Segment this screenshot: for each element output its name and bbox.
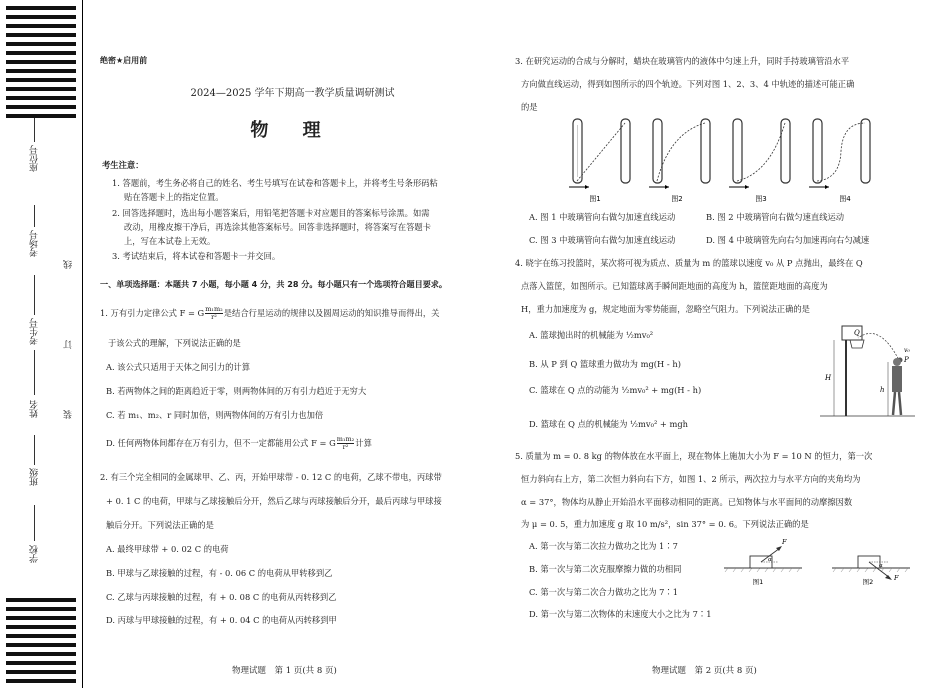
- q3-option-c: C. 图 3 中玻璃管向右做匀加速直线运动: [529, 235, 676, 245]
- q2-option-b: B. 甲球与乙球接触的过程，有 - 0. 06 C 的电荷从甲转移到乙: [106, 568, 333, 578]
- q5-fig2-F: F: [894, 574, 899, 582]
- binding-stripe: [6, 60, 76, 64]
- note-3: 3. 考试结束后，将本试卷和答题卡一并交回。: [112, 251, 281, 261]
- binding-stripe: [6, 78, 76, 82]
- section-1-heading: 一、单项选择题：本题共 7 小题，每小题 4 分，共 28 分。每小题只有一个选项符合题目要求。: [100, 279, 447, 289]
- q5-option-a: A. 第一次与第二次拉力做功之比为 1∶7: [529, 541, 678, 551]
- q2-stem-1: 2. 有三个完全相同的金属球甲、乙、丙，开始甲球带 - 0. 12 C 的电荷，乙球不带电，丙球带: [100, 472, 442, 482]
- q5-fig1-caption: 图1: [752, 578, 764, 586]
- note-2a: 2. 回答选择题时，选出每小题答案后，用铅笔把答题卡对应题目的答案标号涂黑。如需: [112, 208, 430, 218]
- q1-option-d-b: 计算: [355, 438, 372, 449]
- q2-option-a: A. 最终甲球带 + 0. 02 C 的电荷: [106, 544, 229, 554]
- class-line: [34, 435, 35, 465]
- binding-stripe: [6, 24, 76, 28]
- q5-option-b: B. 第一次与第二次克服摩擦力做的功相同: [529, 564, 682, 574]
- q3-fig-4: [809, 119, 870, 189]
- binding-strip: [0, 0, 82, 688]
- q1-frac-num: m₁m₂: [205, 305, 223, 313]
- q5-stem-2: 恒力斜向右上方，第二次恒力斜向右下方，如图 1、2 所示，两次拉力与水平方向的夹角均为: [521, 474, 861, 484]
- subject-title: 物 理: [250, 120, 335, 141]
- q3-option-b: B. 图 2 中玻璃管向右做匀速直线运动: [706, 212, 845, 222]
- binding-stripe: [6, 69, 76, 73]
- binding-stripe: [6, 114, 76, 118]
- exam-room-line: [34, 205, 35, 227]
- binding-stripe: [6, 6, 76, 10]
- q4-option-d: D. 篮球在 Q 点的机械能为 ½mv₀² + mgh: [529, 419, 689, 429]
- q1-stem-c: 于该公式的理解，下列说法正确的是: [108, 338, 241, 348]
- q3-fig-2: [649, 119, 710, 189]
- q1-fraction: [205, 306, 223, 321]
- q5-fig1-F: F: [782, 538, 787, 546]
- q5-stem-4: 为 μ = 0. 5，重力加速度 g 取 10 m/s²，sin 37° = 0. 6。下列说法正确的是: [521, 519, 809, 529]
- q4-option-c: C. 篮球在 Q 点的动能为 ½mv₀² + mg(H - h): [529, 385, 702, 395]
- q1-stem-line1: [100, 306, 439, 321]
- seat-number-line: [34, 118, 35, 142]
- q5-fig2-caption: 图2: [862, 578, 874, 586]
- binding-stripe: [6, 51, 76, 55]
- candidate-number-line: [34, 275, 35, 315]
- binding-stripe: [6, 643, 76, 647]
- q5-option-d: D. 第一次与第二次物体的末速度大小之比为 7∶1: [529, 609, 712, 619]
- q3-option-d: D. 图 4 中玻璃管先向右匀加速再向右匀减速: [706, 235, 870, 245]
- q3-figures: [555, 113, 885, 205]
- q2-stem-3: 触后分开。下列说法正确的是: [106, 520, 214, 530]
- binding-stripe: [6, 87, 76, 91]
- q1-option-b: B. 若两物体之间的距离趋近于零，则两物体间的万有引力趋近于无穷大: [106, 386, 367, 396]
- secret-label: 绝密★启用前: [100, 56, 148, 65]
- school-line: [34, 505, 35, 541]
- q3-stem-3: 的是: [521, 102, 538, 112]
- q3-fig-4-caption: 图4: [839, 195, 851, 203]
- q1-option-d-a: D. 任何两物体间都存在万有引力，但不一定都能用公式 F = G: [106, 438, 336, 449]
- q1-option-d: [106, 436, 372, 451]
- binding-stripe: [6, 105, 76, 109]
- q1-option-a: A. 该公式只适用于天体之间引力的计算: [106, 362, 251, 372]
- q4-figure: [820, 322, 915, 422]
- binding-stripe: [6, 652, 76, 656]
- q4-fig-p: P: [904, 356, 909, 364]
- q3-option-a: A. 图 1 中玻璃管向右做匀加速直线运动: [529, 212, 676, 222]
- q1-frac-den: r²: [211, 313, 217, 322]
- exam-title: 2024—2025 学年下期高一教学质量调研测试: [190, 88, 395, 99]
- q4-stem-2: 点落入篮筐，如图所示。已知篮球离手瞬间距地面的高度为 h，篮筐距地面的高度为: [521, 281, 828, 291]
- q3-fig-3: [729, 119, 790, 189]
- q4-fig-H: H: [825, 374, 832, 382]
- binding-stripe: [6, 96, 76, 100]
- q5-fig1-alpha: α: [768, 557, 772, 563]
- q3-stem-2: 方向做直线运动，得到如图所示的四个轨迹。下列对图 1、2、3、4 中轨迹的描述可能正确: [521, 79, 855, 89]
- q1-d-fraction: [337, 436, 355, 451]
- q5-stem-1: 5. 质量为 m = 0. 8 kg 的物体放在水平面上，现在物体上施加大小为 F = 10 N 的恒力，第一次: [515, 451, 873, 461]
- q2-option-d: D. 丙球与甲球接触的过程，有 + 0. 04 C 的电荷从丙转移到甲: [106, 615, 337, 625]
- binding-stripe: [6, 607, 76, 611]
- cut-mark-bind: 订: [64, 340, 74, 349]
- binding-stripe: [6, 42, 76, 46]
- q5-fig-2: [832, 556, 910, 586]
- q1-stem-b: 是结合行星运动的规律以及圆周运动的知识推导而得出，关: [223, 308, 440, 319]
- q3-fig-3-caption: 图3: [755, 195, 767, 203]
- seat-number-label: 座位号: [30, 145, 40, 172]
- q2-option-c: C. 乙球与丙球接触的过程，有 + 0. 08 C 的电荷从丙转移到乙: [106, 592, 337, 602]
- school-label: 学校: [30, 545, 40, 563]
- q3-fig-1-caption: 图1: [589, 195, 601, 203]
- q2-stem-2: + 0. 1 C 的电荷，甲球与乙球接触后分开，然后乙球与丙球接触后分开，最后丙球与甲球接: [106, 496, 442, 506]
- q5-figures: [720, 534, 920, 590]
- q5-fig2-alpha: α: [879, 563, 883, 569]
- q4-fig-q: Q: [854, 329, 860, 337]
- note-2b: 改动，用橡皮擦干净后，再选涂其他答案标号。回答非选择题时，将答案写在答题卡: [124, 222, 431, 232]
- q4-option-b: B. 从 P 到 Q 篮球重力做功为 mg(H - h): [529, 359, 681, 369]
- q4-fig-h: h: [880, 386, 885, 394]
- q1-d-frac-num: m₁m₂: [336, 435, 355, 443]
- binding-stripe: [6, 33, 76, 37]
- binding-stripe: [6, 598, 76, 602]
- name-label: 姓名: [30, 400, 40, 418]
- q4-fig-v0: v₀: [904, 347, 910, 354]
- q1-option-c: C. 若 m₁、m₂、r 同时加倍，则两物体间的万有引力也加倍: [106, 410, 324, 420]
- cut-mark-line: 线: [64, 260, 74, 269]
- binding-stripe: [6, 679, 76, 683]
- class-label: 班级: [30, 468, 40, 486]
- q5-option-c: C. 第一次与第二次合力做功之比为 7∶1: [529, 587, 678, 597]
- binding-stripe: [6, 670, 76, 674]
- q4-stem-1: 4. 晓宇在练习投篮时，某次将可视为质点、质量为 m 的篮球以速度 v₀ 从 P 点抛出，最终在 Q: [515, 258, 863, 268]
- candidate-number-label: 考生号: [30, 318, 40, 345]
- name-line: [34, 350, 35, 395]
- q5-fig-1: [724, 538, 802, 586]
- q3-fig-2-caption: 图2: [671, 195, 683, 203]
- q5-stem-3: α = 37°，物体均从静止开始沿水平面移动相同的距离。已知物体与水平面间的动摩擦因数: [521, 497, 853, 507]
- q4-stem-3: H，重力加速度为 g，规定地面为零势能面，忽略空气阻力。下列说法正确的是: [521, 304, 810, 314]
- q1-d-frac-den: r²: [342, 443, 349, 452]
- note-2c: 上，写在本试卷上无效。: [124, 236, 216, 246]
- q4-option-a: A. 篮球抛出时的机械能为 ½mv₀²: [529, 330, 654, 340]
- binding-stripe: [6, 634, 76, 638]
- binding-stripe: [6, 625, 76, 629]
- q1-stem-a: 1. 万有引力定律公式 F = G: [100, 308, 205, 319]
- q3-fig-1: [569, 119, 630, 189]
- binding-stripe: [6, 661, 76, 665]
- note-1a: 1. 答题前，考生务必将自己的姓名、考生号填写在试卷和答题卡上，并将考生号条形码粘: [112, 178, 438, 188]
- notes-title: 考生注意：: [102, 160, 144, 170]
- page-2-footer: 物理试题 第 2 页(共 8 页): [652, 666, 757, 676]
- page-1-footer: 物理试题 第 1 页(共 8 页): [232, 666, 337, 676]
- cut-mark-staple: 装: [64, 410, 74, 419]
- note-1b: 贴在答题卡上的指定位置。: [124, 192, 224, 202]
- binding-divider: [82, 0, 83, 688]
- binding-stripe: [6, 15, 76, 19]
- q3-stem-1: 3. 在研究运动的合成与分解时，蜡块在玻璃管内的液体中匀速上升，同时手持玻璃管沿水平: [515, 56, 850, 66]
- exam-room-label: 考场号: [30, 230, 40, 257]
- binding-stripe: [6, 616, 76, 620]
